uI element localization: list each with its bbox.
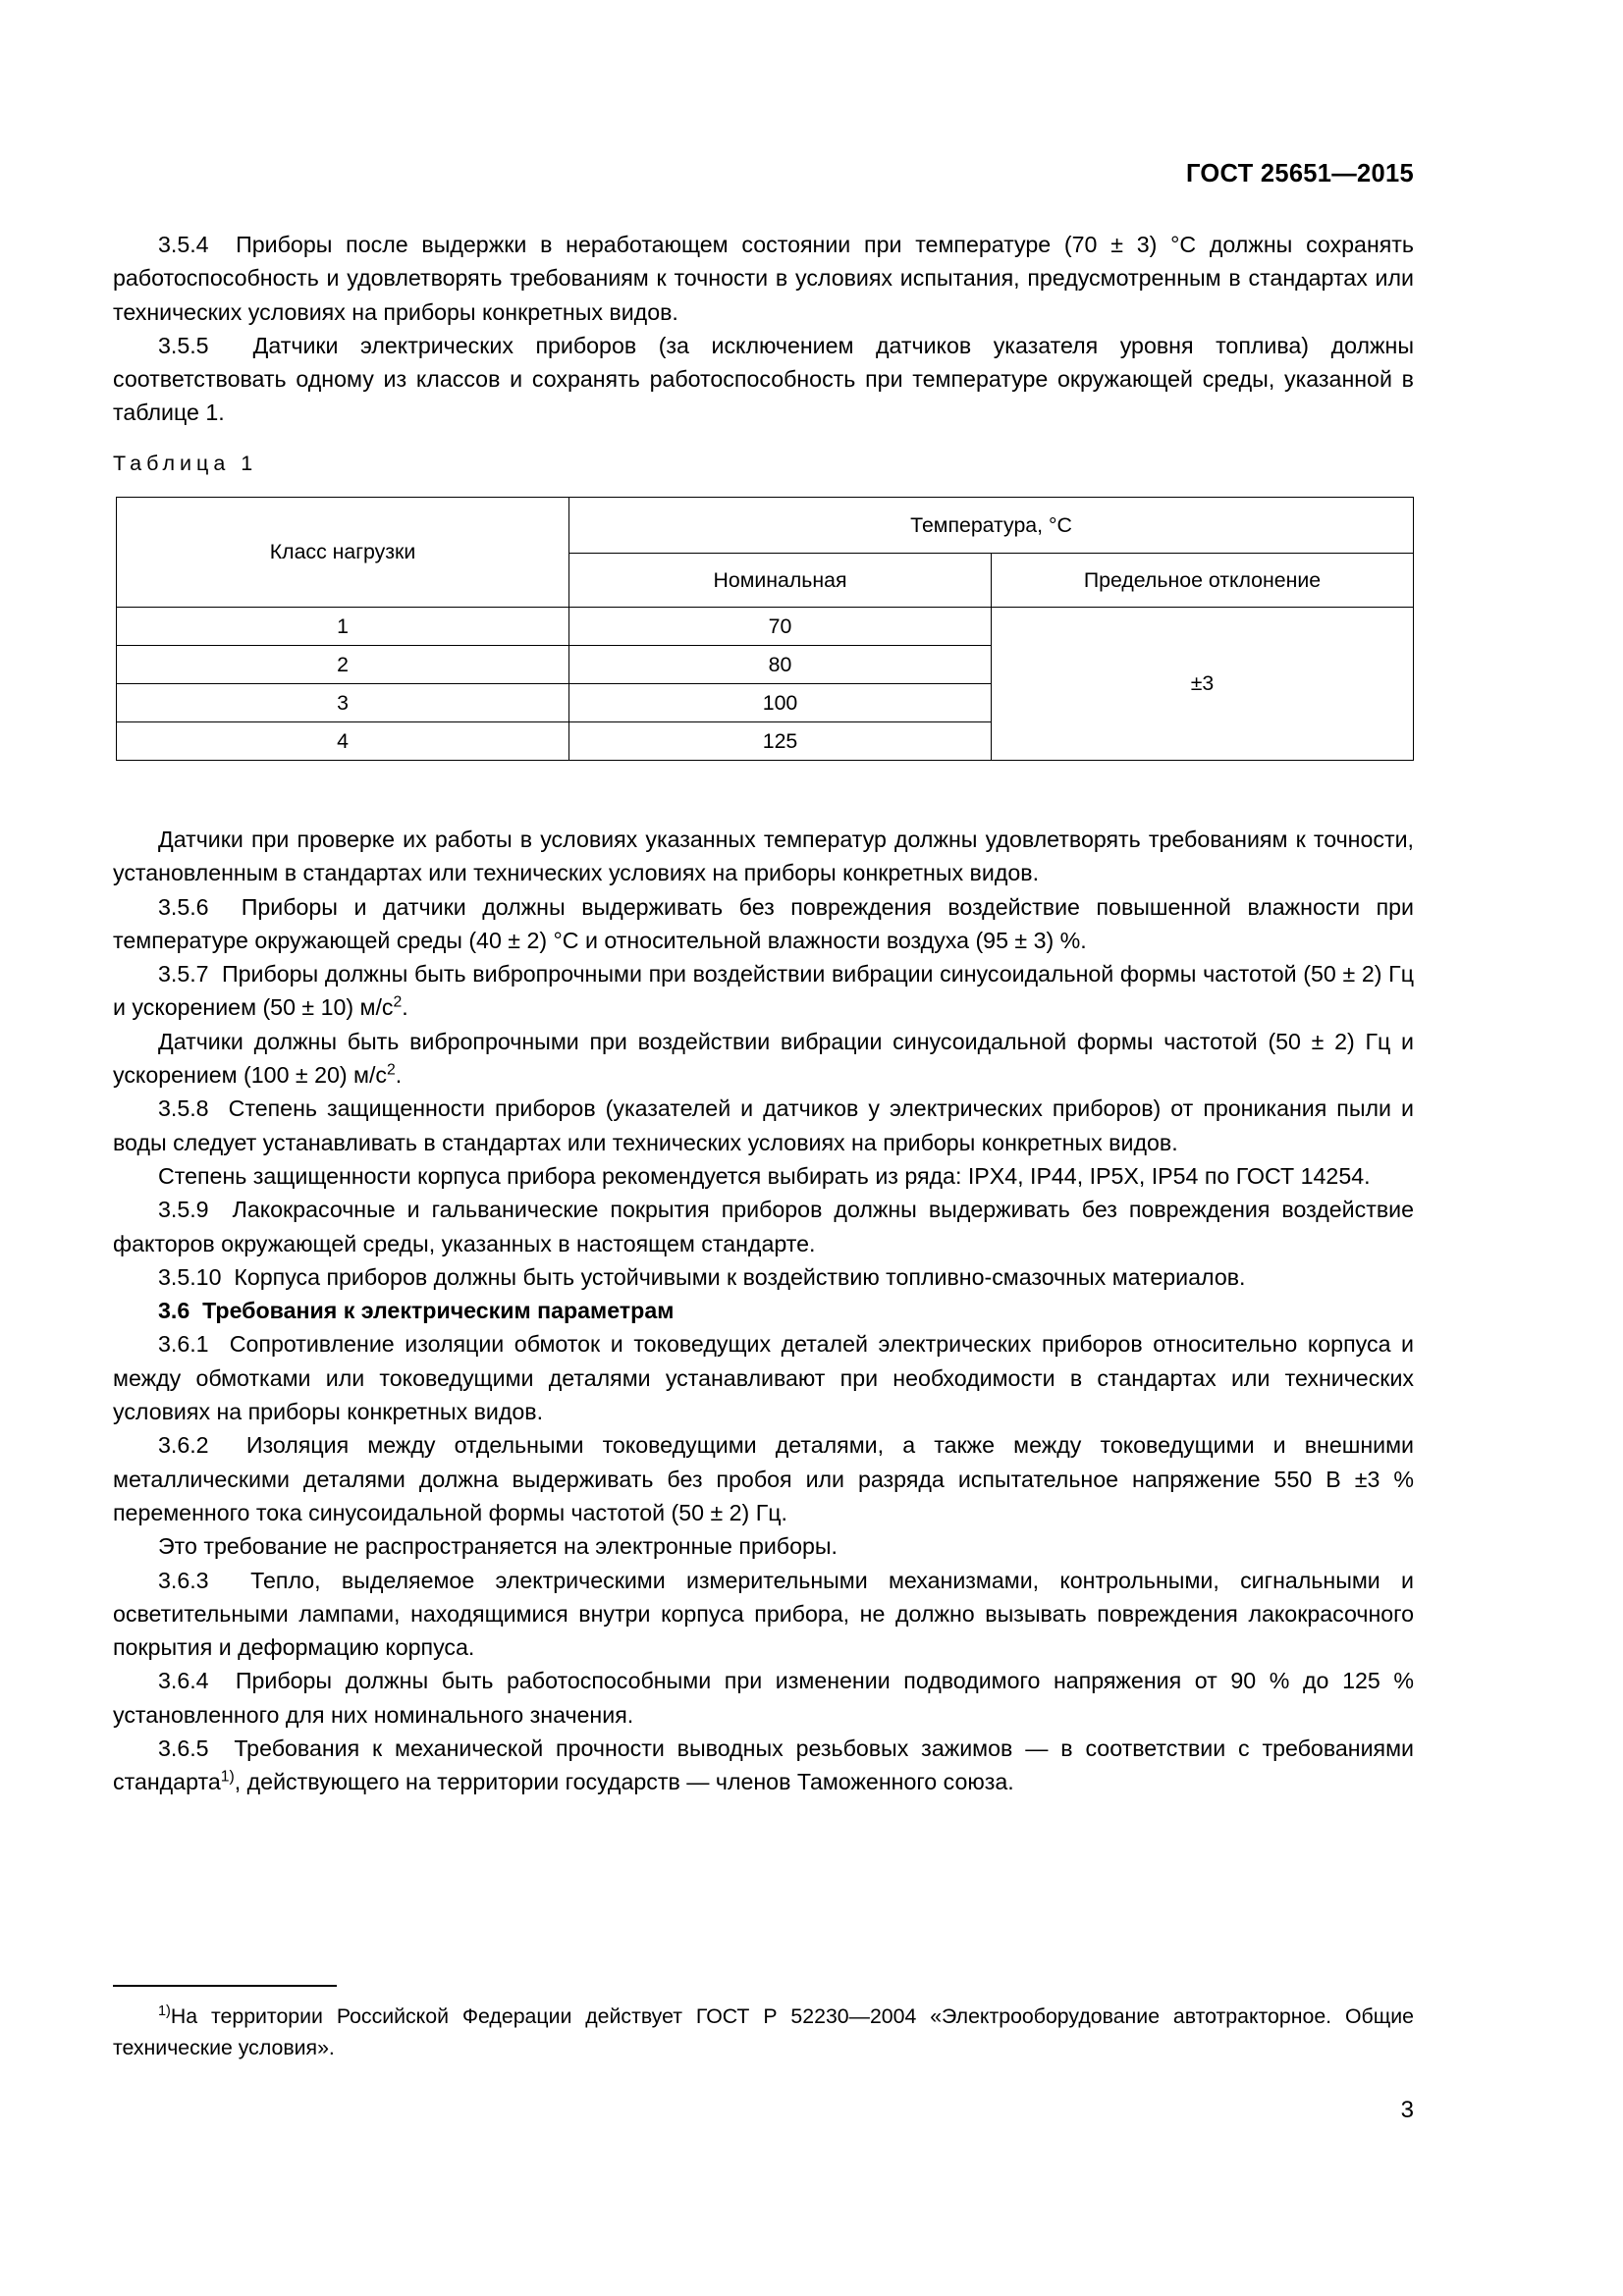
- table-header-temperature-group: Температура, °С: [569, 498, 1414, 554]
- table-header-nominal: Номинальная: [569, 554, 992, 608]
- paragraph-3-5-7-a: [113, 957, 1414, 1025]
- paragraph-number: 3.6.5: [158, 1735, 209, 1762]
- table-header-deviation: Предельное отклонение: [992, 554, 1414, 608]
- cell-nominal: 70: [569, 608, 992, 646]
- page-number: 3: [1400, 2097, 1414, 2123]
- table-header-row-top: [117, 498, 1414, 554]
- paragraph-number: 3.5.9: [158, 1197, 209, 1223]
- paragraph-text: Датчики при проверке их работы в условиях указанных температур должны удовлетворять требованиям к точности, установленным в стандартах или технических условиях на приборы конкретных видов.: [113, 827, 1414, 886]
- paragraph-3-5-9: [113, 1193, 1414, 1260]
- paragraph-text-tail: .: [395, 1062, 403, 1089]
- paragraph-text: Корпуса приборов должны быть устойчивыми к воздействию топливно-смазочных материалов.: [234, 1263, 1246, 1290]
- paragraph-text: Приборы должны быть вибропрочными при воздействии вибрации синусоидальной формы частотой (50 ± 2) Гц и ускорением (50 ± 10) м/с: [113, 961, 1414, 1021]
- paragraph-after-table: [113, 823, 1414, 890]
- paragraph-number: 3.6.4: [158, 1668, 209, 1694]
- paragraph-text: Степень защищенности приборов (указателей и датчиков у электрических приборов) от проникания пыли и воды следует устанавливать в стандартах или технических условиях на приборы конкретных видов.: [113, 1095, 1414, 1155]
- paragraph-3-6-3: [113, 1564, 1414, 1665]
- superscript-unit-exponent: 2: [387, 1061, 396, 1079]
- paragraph-3-6-5: [113, 1732, 1414, 1799]
- heading-number: 3.6: [158, 1298, 190, 1324]
- paragraph-number: 3.6.1: [158, 1331, 209, 1358]
- paragraph-3-6-1: [113, 1327, 1414, 1428]
- paragraph-3-5-8-b: [113, 1159, 1414, 1193]
- paragraph-number: 3.5.6: [158, 893, 209, 920]
- table-row: [117, 608, 1414, 646]
- table-caption: Таблица 1: [113, 452, 258, 475]
- footnote-reference-marker[interactable]: 1): [220, 1768, 235, 1786]
- paragraph-text: Лакокрасочные и гальванические покрытия приборов должны выдерживать без повреждения воздействие факторов окружающей среды, указанных в настоящем стандарте.: [113, 1197, 1414, 1256]
- superscript-unit-exponent: 2: [393, 993, 403, 1011]
- paragraph-3-6-2-a: [113, 1428, 1414, 1529]
- cell-class: 3: [117, 684, 569, 722]
- footnote-text-line: [113, 2001, 1414, 2063]
- footnote-text: На территории Российской Федерации действует ГОСТ Р 52230—2004 «Электрооборудование автотракторное. Общие технические условия».: [113, 2004, 1414, 2059]
- cell-nominal: 100: [569, 684, 992, 722]
- paragraph-text: Изоляция между отдельными токоведущими деталями, а также между токоведущими и внешними металлическими деталями должна выдерживать без пробоя или разряда испытательное напряжение 550 В ±3 % переменного тока синусоидальной формы частотой (50 ± 2) Гц.: [113, 1432, 1414, 1525]
- cell-class: 1: [117, 608, 569, 646]
- heading-text: Требования к электрическим параметрам: [202, 1298, 675, 1324]
- footnote-block: [113, 1985, 1414, 2063]
- heading-3-6: [113, 1294, 1414, 1327]
- paragraph-number: 3.5.8: [158, 1095, 209, 1122]
- cell-class: 4: [117, 722, 569, 761]
- paragraph-number: 3.5.5: [158, 332, 209, 358]
- paragraph-number: 3.5.7: [158, 961, 209, 988]
- paragraph-3-5-6: [113, 890, 1414, 958]
- paragraph-3-5-5: [113, 329, 1414, 430]
- paragraph-3-5-8-a: [113, 1092, 1414, 1159]
- paragraph-3-6-2-b: [113, 1529, 1414, 1563]
- paragraph-number: 3.6.3: [158, 1567, 209, 1593]
- paragraph-text: Степень защищенности корпуса прибора рекомендуется выбирать из ряда: IPX4, IP44, IP5X, IP54 по ГОСТ 14254.: [158, 1162, 1371, 1189]
- paragraph-text: Приборы должны быть работоспособными при изменении подводимого напряжения от 90 % до 125 % установленного для них номинального значения.: [113, 1668, 1414, 1728]
- cell-nominal: 80: [569, 646, 992, 684]
- paragraph-number: 3.5.4: [158, 232, 209, 257]
- table-1: [116, 497, 1414, 761]
- paragraph-number: 3.5.10: [158, 1263, 222, 1290]
- paragraph-text: Сопротивление изоляции обмоток и токоведущих деталей электрических приборов относительно корпуса и между обмотками или токоведущими деталями устанавливают при необходимости в стандартах или технических условиях на приборы конкретных видов.: [113, 1331, 1414, 1425]
- page-header-standard-ref: ГОСТ 25651—2015: [1185, 160, 1414, 187]
- paragraph-3-5-10: [113, 1260, 1414, 1294]
- cell-deviation: ±3: [992, 608, 1414, 761]
- footnote-marker: 1): [158, 2002, 171, 2019]
- paragraph-text: Тепло, выделяемое электрическими измерительными механизмами, контрольными, сигнальными и осветительными лампами, находящимися внутри корпуса прибора, не должно вызывать повреждения лакокрасочного покрытия и деформацию корпуса.: [113, 1567, 1414, 1661]
- body-text-block: [113, 228, 1414, 430]
- footnote-separator-rule: [113, 1985, 337, 1987]
- paragraph-text: Это требование не распространяется на электронные приборы.: [158, 1533, 838, 1560]
- paragraph-number: 3.6.2: [158, 1432, 209, 1459]
- paragraph-text: Датчики электрических приборов (за исключением датчиков указателя уровня топлива) должны соответствовать одному из классов и сохранять работоспособность при температуре окружающей среды, указанной в таблице 1.: [113, 332, 1415, 426]
- paragraph-text: Приборы после выдержки в неработающем состоянии при температуре (70 ± 3) °С должны сохранять работоспособность и удовлетворять требованиям к точности в условиях испытания, предусмотренным в стандартах или технических условиях на приборы конкретных видов.: [113, 232, 1414, 325]
- paragraph-text: Приборы и датчики должны выдерживать без повреждения воздействие повышенной влажности при температуре окружающей среды (40 ± 2) °С и относительной влажности воздуха (95 ± 3) %.: [113, 893, 1414, 953]
- paragraph-3-6-4: [113, 1664, 1414, 1732]
- table-header-class: Класс нагрузки: [117, 498, 569, 608]
- paragraph-text: Датчики должны быть вибропрочными при воздействии вибрации синусоидальной формы частотой (50 ± 2) Гц и ускорением (100 ± 20) м/с: [113, 1028, 1414, 1089]
- paragraph-text: Требования к механической прочности выводных резьбовых зажимов — в соответствии с требованиями стандарта: [113, 1735, 1414, 1795]
- table-1-wrapper: [116, 497, 1414, 761]
- body-text-block-lower: [113, 823, 1414, 1799]
- paragraph-text-tail: .: [402, 994, 408, 1021]
- paragraph-3-5-7-b: [113, 1025, 1414, 1093]
- cell-class: 2: [117, 646, 569, 684]
- cell-nominal: 125: [569, 722, 992, 761]
- paragraph-3-5-4: [113, 228, 1414, 329]
- paragraph-text-tail: , действующего на территории государств — членов Таможенного союза.: [234, 1769, 1014, 1795]
